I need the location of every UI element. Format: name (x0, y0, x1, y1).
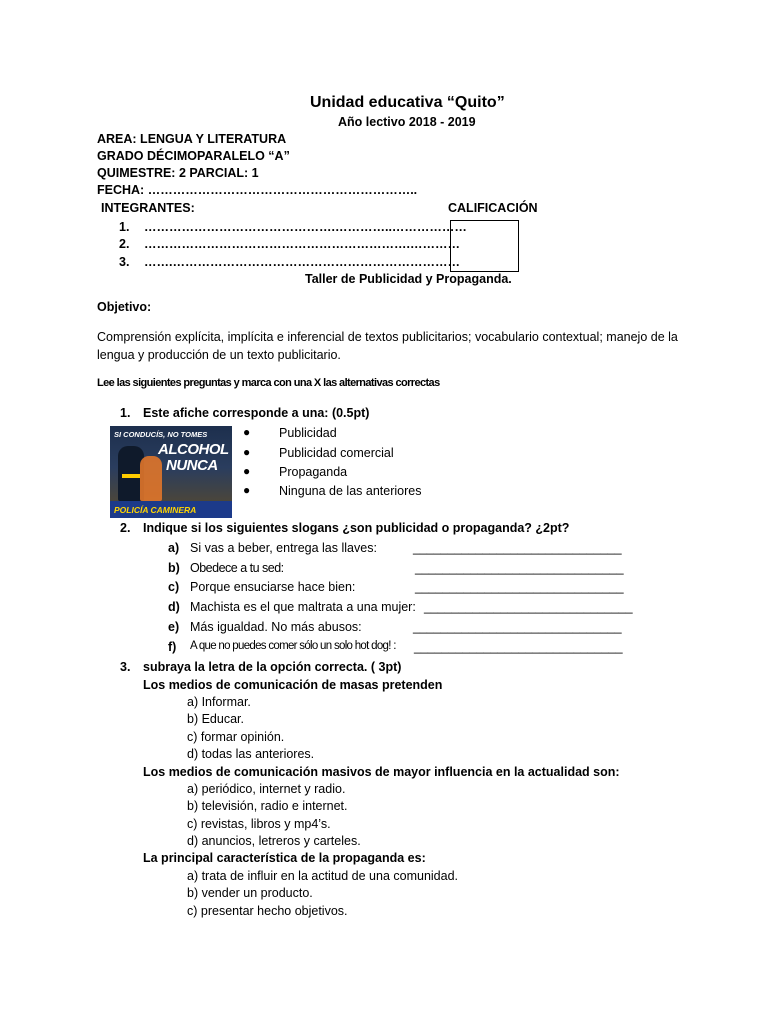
member-line: ……………………………………….…………..……………… (144, 220, 467, 234)
integrantes-label: INTEGRANTES: (101, 201, 195, 215)
subquestion-text: Los medios de comunicación de masas pretenden (143, 678, 443, 692)
answer-blank[interactable]: ______________________________ (415, 561, 624, 575)
question-text: subraya la letra de la opción correcta. ( 3pt) (143, 660, 402, 674)
item-letter: e) (168, 620, 180, 634)
slogan-text: Porque ensuciarse hace bien: (190, 580, 356, 594)
item-letter: d) (168, 600, 180, 614)
choice-option[interactable]: d) anuncios, letreros y carteles. (187, 834, 361, 848)
instructions: Lee las siguientes preguntas y marca con una X las alternativas correctas (97, 377, 440, 389)
slogan-text: Si vas a beber, entrega las llaves: (190, 541, 377, 555)
item-letter: b) (168, 561, 180, 575)
choice-option[interactable]: c) revistas, libros y mp4’s. (187, 817, 331, 831)
poster-line: SI CONDUCÍS, NO TOMES (114, 430, 208, 439)
objective-label: Objetivo: (97, 300, 152, 314)
poster-footer: POLICÍA CAMINERA (114, 505, 197, 515)
subquestion-text: Los medios de comunicación masivos de mayor influencia en la actualidad son: (143, 765, 620, 779)
poster-headline: ALCOHOL (158, 441, 229, 458)
option-label: Publicidad (279, 426, 337, 440)
option-label: Publicidad comercial (279, 446, 394, 460)
question-text: Este afiche corresponde a una: (0.5pt) (143, 406, 370, 420)
member-number: 3. (119, 255, 130, 269)
bullet-icon: ● (243, 445, 251, 459)
school-year: Año lectivo 2018 - 2019 (338, 115, 476, 129)
choice-option[interactable]: b) Educar. (187, 712, 244, 726)
member-number: 1. (119, 220, 130, 234)
area-label: AREA: LENGUA Y LITERATURA (97, 132, 287, 146)
calificacion-label: CALIFICACIÓN (448, 201, 538, 215)
choice-option[interactable]: d) todas las anteriores. (187, 747, 315, 761)
alcohol-poster-image (110, 426, 232, 518)
choice-option[interactable]: a) trata de influir en la actitud de una comunidad. (187, 869, 459, 883)
item-letter: f) (168, 640, 177, 654)
answer-blank[interactable]: ______________________________ (414, 640, 623, 654)
officer-figure (140, 456, 162, 501)
question-number: 2. (120, 521, 131, 535)
choice-option[interactable]: a) Informar. (187, 695, 251, 709)
slogan-text: Más igualdad. No más abusos: (190, 620, 362, 634)
slogan-text: Machista es el que maltrata a una mujer: (190, 600, 416, 614)
worksheet-title: Taller de Publicidad y Propaganda. (305, 272, 512, 286)
choice-option[interactable]: c) presentar hecho objetivos. (187, 904, 348, 918)
bullet-icon: ● (243, 425, 251, 439)
objective-text: Comprensión explícita, implícita e inferencial de textos publicitarios; vocabulario contextual; manejo de la (97, 330, 678, 344)
answer-blank[interactable]: ______________________________ (413, 620, 622, 634)
question-number: 1. (120, 406, 131, 420)
question-text: Indique si los siguientes slogans ¿son publicidad o propaganda? ¿2pt? (143, 521, 570, 535)
objective-text: lengua y producción de un texto publicitario. (97, 348, 341, 362)
answer-blank[interactable]: ______________________________ (415, 580, 624, 594)
subquestion-text: La principal característica de la propaganda es: (143, 851, 426, 865)
item-letter: c) (168, 580, 180, 594)
choice-option[interactable]: b) vender un producto. (187, 886, 313, 900)
poster-headline: NUNCA (166, 457, 218, 474)
choice-option[interactable]: c) formar opinión. (187, 730, 285, 744)
item-letter: a) (168, 541, 180, 555)
option-label: Ninguna de las anteriores (279, 484, 422, 498)
answer-blank[interactable]: ______________________________ (424, 600, 633, 614)
date-field: FECHA: ……………………………………………………….. (97, 183, 418, 197)
option-label: Propaganda (279, 465, 348, 479)
quimestre-label: QUIMESTRE: 2 PARCIAL: 1 (97, 166, 259, 180)
question-number: 3. (120, 660, 131, 674)
bullet-icon: ● (243, 483, 251, 497)
answer-blank[interactable]: ______________________________ (413, 541, 622, 555)
choice-option[interactable]: b) televisión, radio e internet. (187, 799, 348, 813)
member-line: ……………………………………………………….………… (144, 237, 460, 251)
reflective-vest (122, 474, 140, 478)
slogan-text: A que no puedes comer sólo un solo hot dog! : (190, 640, 396, 652)
slogan-text: Obedece a tu sed: (190, 561, 284, 575)
member-number: 2. (119, 237, 130, 251)
grade-label: GRADO DÉCIMOPARALELO “A” (97, 149, 290, 163)
document-title: Unidad educativa “Quito” (310, 94, 505, 111)
choice-option[interactable]: a) periódico, internet y radio. (187, 782, 346, 796)
bullet-icon: ● (243, 464, 251, 478)
member-line: …….…………………………………………………………… (144, 255, 460, 269)
